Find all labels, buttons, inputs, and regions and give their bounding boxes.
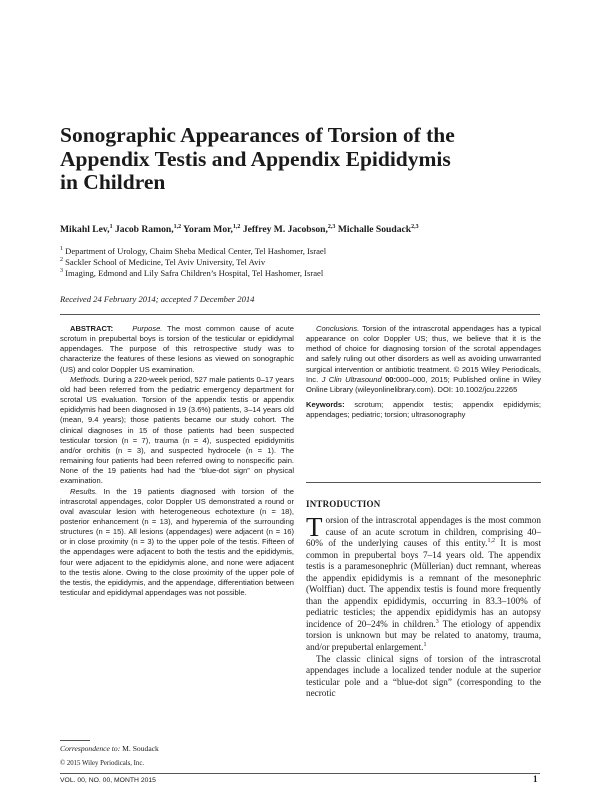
author: Yoram Mor,$^{1,2}$ — [183, 224, 241, 236]
affiliation: $^3$ Imaging, Edmond and Lily Safra Children’s Hospital, Tel Hashomer, Israel — [60, 268, 324, 278]
page-number: 1 — [533, 774, 538, 784]
abstract-purpose: ABSTRACT: Purpose. The most common cause of acute scrotum in prepubertal boys is torsion of the testicular or epididymal appendages. The purpose of this retrospective study was to characterize the features of these lesions as viewed on sonographic (US) and color Doppler US examination. — [60, 324, 294, 374]
abstract-right-column — [306, 324, 541, 420]
paragraph: The classic clinical signs of torsion of the intrascrotal appendages include a localized tender nodule at the superior testicular pole and a “blue-dot sign” (corresponding to the necrotic — [306, 653, 541, 699]
author: Jeffrey M. Jacobson,$^{2,3}$ — [242, 224, 336, 236]
abstract-conclusions: Conclusions. Torsion of the intrascrotal appendages has a typical appearance on color Doppler US; thus, we believe that it is the method of choice for diagnosing torsion of the scrotal appendages and safely ruling out other disorders as well as avoiding unwarranted surgical intervention or antibiotic treatment. © 2015 Wiley Periodicals, Inc. J Clin Ultrasound 00:000–000, 2015; Published online in Wiley Online Library (wileyonlinelibrary.com). DOI: 10.1002/jcu.22265 — [306, 324, 541, 394]
divider — [60, 773, 540, 774]
correspondence: Correspondence to: M. Soudack — [60, 744, 159, 753]
divider — [60, 314, 540, 315]
paragraph: Torsion of the intrascrotal appendages is the most common cause of an acute scrotum in children, comprising 40–60% of the underlying causes of this entity.$^{1,2}$ It is most common in prepubertal boys 7–14 years old. The appendix testis is a paramesonephric (Müllerian) duct remnant, whereas the appendix epididymis is a remnant of the mesonephric (Wolffian) duct. The appendix testis is found more frequently than the appendix epididymis, occurring in 83.3–100% of pediatric testicles; the appendix epididymis has an autopsy incidence of 20–24% in children.$^3$ The etiology of appendix torsion is unknown but may be related to anatomy, trauma, and/or prepubertal enlargement.$^1$ — [306, 512, 541, 653]
affiliation: $^1$ Department of Urology, Chaim Sheba Medical Center, Tel Hashomer, Israel — [60, 246, 327, 256]
affiliation: $^2$ Sackler School of Medicine, Tel Aviv University, Tel Aviv — [60, 257, 266, 267]
copyright: © 2015 Wiley Periodicals, Inc. — [60, 760, 145, 767]
abstract-methods: Methods. During a 220-week period, 527 male patients 0–17 years old had been referred from the pediatric emergency department for scrotal US evaluation. Torsion of the appendix testis or appendix epididymis had been diagnosed in 19 (3.6%) patients, 3–14 years old (mean, 9.4 years); those patients became our study cohort. The clinical diagnoses in 15 of those patients had been suspected testicular torsion (n = 7), trauma (n = 4), suspected epididymitis and/or orchitis (n = 3), and suspected hydrocele (n = 1). The remaining four patients had been referred owing to nonspecific pain. None of the 19 patients had had the “blue-dot sign” on physical examination. — [60, 374, 294, 486]
author: Jacob Ramon,$^{1,2}$ — [114, 224, 182, 236]
author: Mikahl Lev,$^1$ — [60, 224, 113, 236]
keywords: Keywords: scrotum; appendix testis; appendix epididymis; appendages; pediatric; torsion; ultrasonography — [306, 400, 541, 420]
section-heading: INTRODUCTION — [306, 499, 381, 509]
author: Michalle Soudack$^{2,3}$ — [337, 224, 419, 236]
abstract-results: Results. In the 19 patients diagnosed with torsion of the intrascrotal appendages, color Doppler US demonstrated a round or oval avascular lesion with heterogeneous echotexture (n = 18), posterior enhancement (n = 13), and hyperemia of the surrounding structures (n = 15). All lesions (appendages) were adjacent (n = 16) or in close proximity (n = 3) to the upper pole of the testis. Fifteen of the appendages were adjacent to both the testis and the epididymis, four were adjacent to the epididymis alone, and none were adjacent to the testis alone. Owing to the close proximity of the upper pole of the testis, the epididymis, and the appendage, differentiation between testicular and epididymal appendages was not possible. — [60, 486, 294, 598]
introduction-text — [306, 512, 541, 700]
drop-cap: T — [306, 512, 323, 542]
article-title — [60, 124, 560, 195]
abstract-left-column — [60, 324, 294, 598]
divider — [306, 482, 541, 483]
title-line: Sonographic Appearances of Torsion of the — [60, 123, 455, 147]
received-dates: Received 24 February 2014; accepted 7 December 2014 — [60, 294, 255, 304]
volume-info: VOL. 00, NO. 00, MONTH 2015 — [60, 777, 156, 784]
title-line: in Children — [60, 170, 166, 194]
title-line: Appendix Testis and Appendix Epididymis — [60, 146, 451, 171]
footnote-rule — [60, 740, 90, 741]
author-list — [60, 224, 560, 235]
